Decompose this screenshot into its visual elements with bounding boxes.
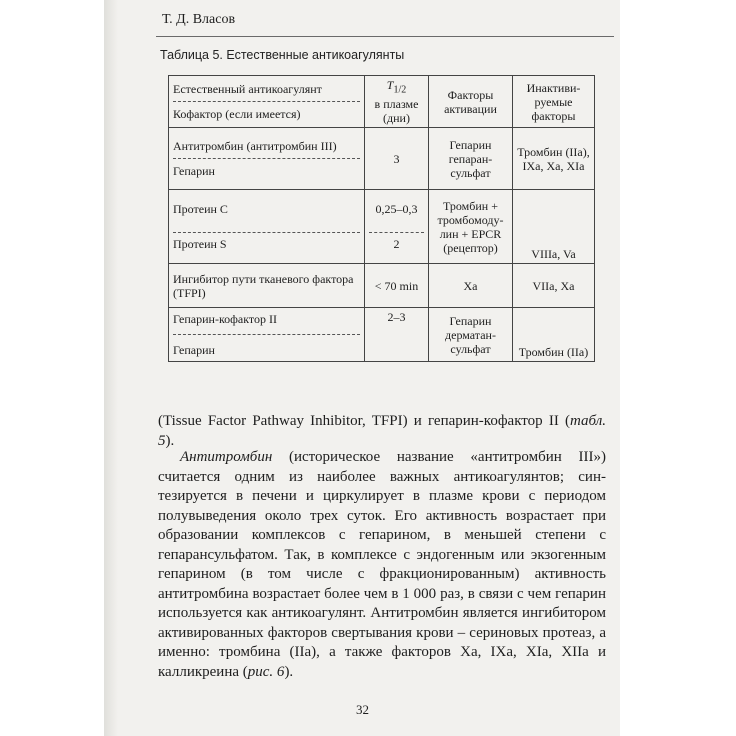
- paragraph-tfpi: [158, 412, 606, 451]
- header-half-life-line2: в плазме: [374, 97, 419, 112]
- cell-inactivated: Тромбин (IIa): [513, 308, 595, 362]
- dashed-divider: [173, 334, 360, 335]
- table-caption: Таблица 5. Естественные антикоагулянты: [160, 48, 405, 62]
- cell-inactivated: VIIIa, Va: [513, 190, 595, 264]
- cell-half-life: < 70 min: [365, 264, 429, 308]
- cell-activation: Тромбин + тромбомоду-лин + EPCR (рецептор): [429, 190, 513, 264]
- dashed-divider: [173, 101, 360, 102]
- table-row: [169, 264, 595, 308]
- cell-half-life: 3: [365, 128, 429, 190]
- protein-c-label: Протеин C: [173, 202, 228, 217]
- cell-half-life: 2–3: [365, 308, 429, 362]
- table-header-row: [169, 76, 595, 128]
- cofactor-name: Гепарин: [173, 164, 215, 179]
- table-row: [169, 308, 595, 362]
- cofactor-name: Протеин S: [173, 237, 227, 252]
- running-head: [156, 6, 614, 37]
- header-inactivated: Инактиви-руемые факторы: [513, 76, 595, 128]
- page-number: 32: [356, 702, 369, 717]
- half-life-cofactor-value: 2: [393, 237, 400, 252]
- header-half-life-sub: 1/2: [393, 84, 407, 96]
- header-half-life-line3: (дни): [383, 111, 410, 126]
- cofactor-name: Гепарин: [173, 343, 215, 358]
- header-anticoagulant-cofactor: [169, 76, 365, 128]
- header-anticoagulant: Естественный антикоагулянт: [173, 82, 322, 97]
- cell-activation: Гепарин дерматан-сульфат: [429, 308, 513, 362]
- header-activation: Факторы активации: [429, 76, 513, 128]
- anticoagulant-name: Гепарин-кофактор II: [173, 312, 278, 327]
- table-row: [169, 128, 595, 190]
- header-half-life-symbol: T: [386, 78, 394, 92]
- page-gutter-shadow: [104, 0, 118, 736]
- cell-inactivated: Тромбин (IIa), IXa, Xa, XIa: [513, 128, 595, 190]
- term-antithrombin: Антитромбин: [180, 449, 273, 465]
- cell-anticoagulant: [169, 190, 365, 264]
- dashed-divider: [173, 158, 360, 159]
- figure-reference: рис. 6: [247, 663, 285, 680]
- anticoagulant-name: [173, 202, 360, 216]
- running-head-author: Т. Д. Власов: [162, 12, 236, 27]
- cell-activation: Гепарин гепаран-сульфат: [429, 128, 513, 190]
- cell-anticoagulant: [169, 128, 365, 190]
- table-reference: табл. 5: [158, 413, 606, 449]
- half-life-value: 0,25–0,3: [375, 202, 418, 217]
- paragraph-antithrombin: [158, 448, 606, 682]
- dashed-divider: [173, 232, 360, 233]
- cell-anticoagulant: Ингибитор пути тканевого фактора (TFPI): [169, 264, 365, 308]
- paragraph-text: (Tissue Factor Pathway Inhibitor, TFPI) и гепарин-кофактор II (: [158, 413, 571, 429]
- paragraph-text-end: ).: [284, 663, 294, 680]
- anticoagulants-table: [168, 75, 595, 362]
- cell-half-life: [365, 190, 429, 264]
- anticoagulant-name: Антитромбин (антитромбин III): [173, 139, 337, 154]
- cell-inactivated: VIIa, Xa: [513, 264, 595, 308]
- header-half-life: [365, 76, 429, 128]
- paragraph-text: (историческое название «антитромбин III») считается одним из наиболее важных антикоагулянтов; синтезируется в печени и циркулирует в плазме крови с периодом полувыведения около трех суток. Его активность возрастает при образовании комплексов с гепарином, в меньшей степени с гепарансульфатом. Так, в комплексе с эндогенным или экзогенным гепарином (в том числе с фракционированным) активность антитромбина возрастает более чем в 1 000 раз, в связи с чем гепарин используется как антикоагулянт. Антитромбин является ингибитором активированных факторов свертывания крови – сериновых протеаз, а именно: тромбина (IIa), а также факторов Xa, IXa, XIa, XIIa и калликреина (: [158, 449, 606, 680]
- table-row: [169, 190, 595, 264]
- header-cofactor: Кофактор (если имеется): [173, 107, 301, 122]
- cell-anticoagulant: [169, 308, 365, 362]
- dashed-divider: [369, 232, 424, 233]
- paragraph-text-end: ).: [165, 432, 175, 449]
- cell-activation: Xa: [429, 264, 513, 308]
